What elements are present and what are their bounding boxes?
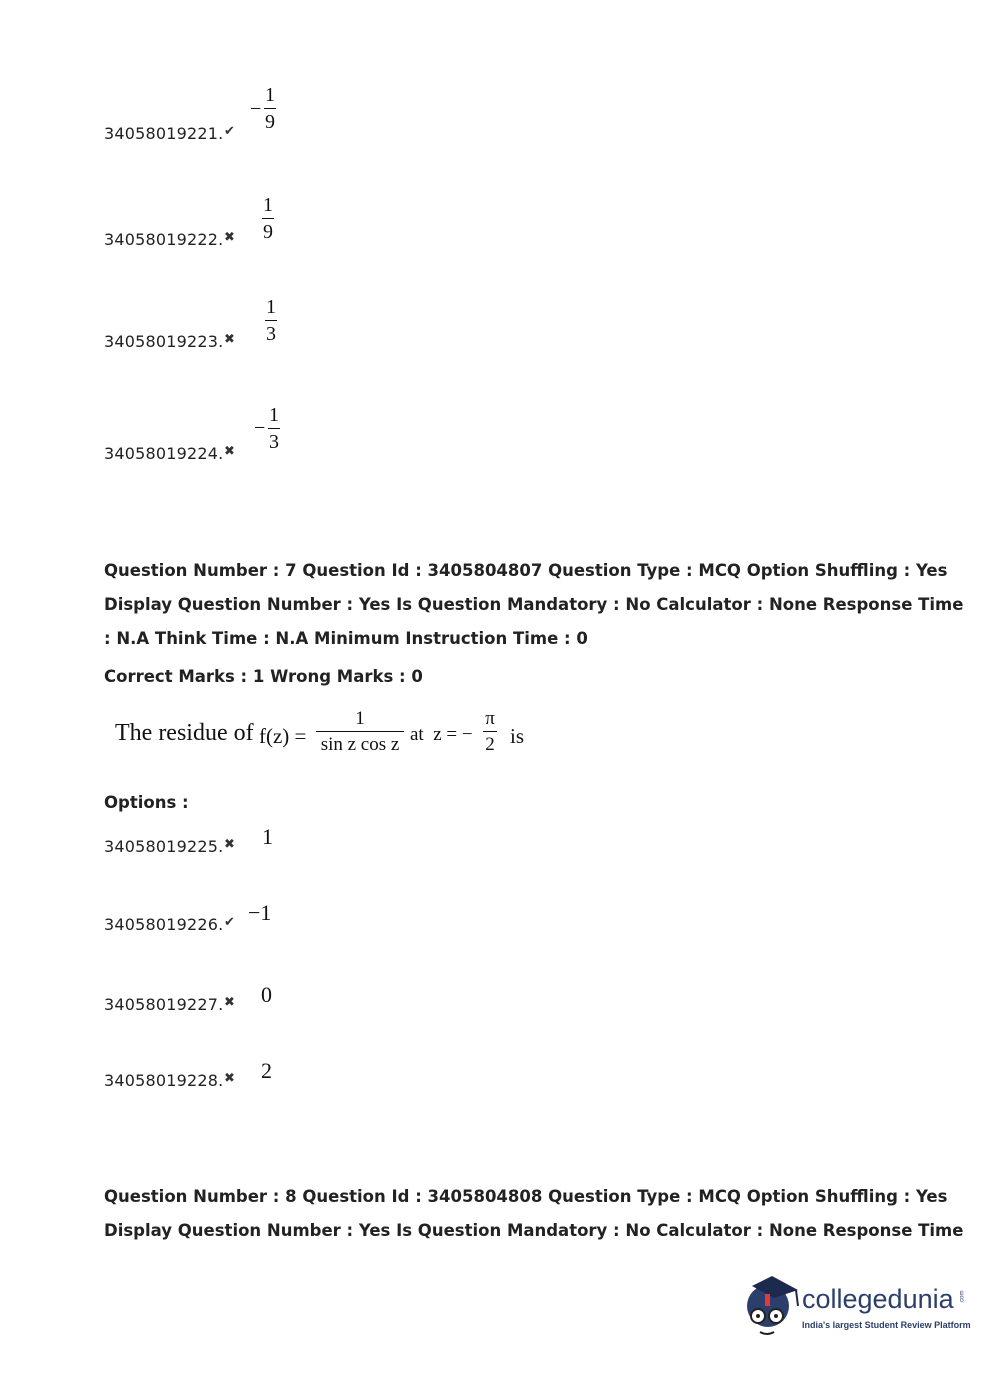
question-8-meta xyxy=(104,1180,963,1248)
option-id: 34058019226. xyxy=(104,915,224,934)
function-label: f(z) = xyxy=(259,724,307,748)
pi-denominator: 2 xyxy=(485,734,495,755)
pi-fraction xyxy=(483,708,497,755)
meta-line: : N.A Think Time : N.A Minimum Instruction Time : 0 xyxy=(104,629,588,648)
cross-icon: ✖ xyxy=(224,1071,235,1086)
fraction-numerator: 1 xyxy=(266,296,276,318)
cross-icon: ✖ xyxy=(224,837,235,852)
main-fraction xyxy=(315,708,405,755)
option-id: 34058019223. xyxy=(104,332,224,351)
option-value: −1 xyxy=(248,900,272,925)
logo-dotcom: .com xyxy=(959,1290,966,1304)
option-value: 2 xyxy=(261,1058,272,1083)
minus-sign: − xyxy=(254,417,266,439)
option-value: 1 xyxy=(262,824,273,849)
cross-icon: ✖ xyxy=(224,230,235,245)
fraction-numerator: 1 xyxy=(265,84,275,106)
fraction xyxy=(264,84,276,133)
fraction xyxy=(265,296,277,345)
question-text xyxy=(115,708,575,768)
cross-icon: ✖ xyxy=(224,444,235,459)
fraction-denominator: 9 xyxy=(265,111,275,133)
at-point-text: at z = − xyxy=(410,724,473,745)
fraction-denominator: 3 xyxy=(269,431,279,453)
option-id: 34058019227. xyxy=(104,995,224,1014)
option-row xyxy=(104,824,404,864)
minus-sign: − xyxy=(250,98,262,120)
question-7-meta xyxy=(104,554,963,656)
mascot-icon xyxy=(742,1272,802,1342)
fraction xyxy=(262,194,274,243)
option-row xyxy=(104,194,404,254)
cross-icon: ✖ xyxy=(224,995,235,1010)
main-fraction-numerator: 1 xyxy=(355,708,365,729)
logo-tagline: India's largest Student Review Platform xyxy=(802,1320,971,1330)
option-id: 34058019224. xyxy=(104,444,224,463)
option-id: 34058019221. xyxy=(104,124,224,143)
check-icon: ✔ xyxy=(224,124,235,139)
meta-line: Display Question Number : Yes Is Question Mandatory : No Calculator : None Response Time xyxy=(104,595,964,614)
marks-line: Correct Marks : 1 Wrong Marks : 0 xyxy=(104,667,423,686)
option-value: 0 xyxy=(261,982,272,1007)
logo-name: collegedunia xyxy=(802,1284,954,1314)
check-icon: ✔ xyxy=(224,915,235,930)
fraction-denominator: 9 xyxy=(263,221,273,243)
option-row xyxy=(104,982,404,1022)
fraction-denominator: 3 xyxy=(266,323,276,345)
main-fraction-denominator: sin z cos z xyxy=(320,734,400,755)
option-row xyxy=(104,296,404,356)
option-id: 34058019222. xyxy=(104,230,224,249)
meta-line: Display Question Number : Yes Is Question Mandatory : No Calculator : None Response Time xyxy=(104,1221,964,1240)
option-row xyxy=(104,1058,404,1098)
option-row xyxy=(104,84,404,144)
is-text: is xyxy=(510,724,525,748)
meta-line: Question Number : 7 Question Id : 3405804807 Question Type : MCQ Option Shuffling : Yes xyxy=(104,561,948,580)
meta-line: Question Number : 8 Question Id : 3405804808 Question Type : MCQ Option Shuffling : Yes xyxy=(104,1187,948,1206)
collegedunia-logo xyxy=(742,1272,972,1344)
fraction xyxy=(268,404,280,453)
pi-numerator: π xyxy=(485,708,495,729)
options-label: Options : xyxy=(104,793,189,812)
option-id: 34058019225. xyxy=(104,837,224,856)
option-row xyxy=(104,900,404,940)
option-row xyxy=(104,404,404,464)
option-id: 34058019228. xyxy=(104,1071,224,1090)
fraction-numerator: 1 xyxy=(263,194,273,216)
cross-icon: ✖ xyxy=(224,332,235,347)
question-prefix: The residue of xyxy=(115,720,254,746)
fraction-numerator: 1 xyxy=(269,404,279,426)
